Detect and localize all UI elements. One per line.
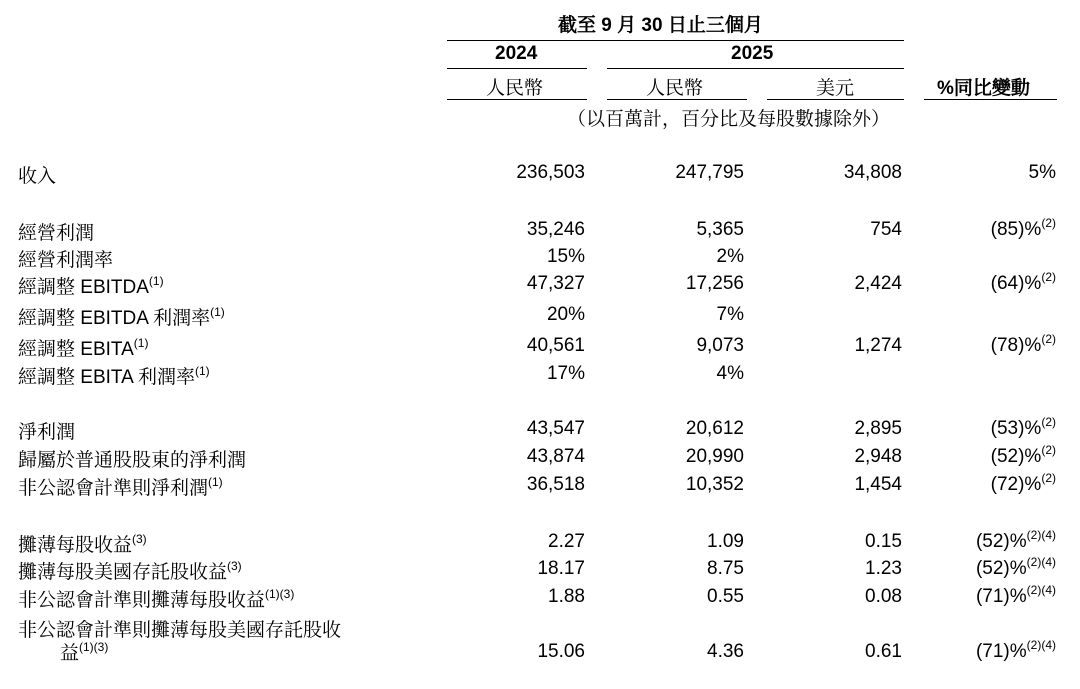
- value-2025-usd: 0.61: [865, 641, 902, 662]
- value-2025-usd: 1.23: [865, 558, 902, 579]
- value-yoy-change: (71)%$^{(2)(4)}$: [975, 583, 1056, 607]
- value-2025-usd: 2,895: [854, 418, 902, 439]
- value-2025-rmb: 17,256: [685, 273, 744, 294]
- value-yoy-change: (78)%$^{(2)}$: [990, 332, 1056, 356]
- row-label-continued-footnote: (1)(3): [79, 640, 109, 654]
- value-2025-rmb: 20,612: [685, 418, 744, 439]
- currency-rmb-2024-rule: [447, 99, 587, 100]
- value-yoy-change-footnote: (2): [1041, 270, 1056, 284]
- value-yoy-change-footnote: (2): [1041, 471, 1056, 485]
- value-yoy-change: (53)%$^{(2)}$: [990, 415, 1056, 439]
- value-2025-rmb: 2%: [716, 246, 744, 267]
- value-2025-usd: 2,424: [854, 273, 902, 294]
- currency-usd-header: 美元: [816, 78, 855, 99]
- row-label: 經調整 EBITA 利潤率$^{(1)}$: [18, 364, 210, 388]
- value-yoy-change-footnote: (2)(4): [1026, 638, 1056, 652]
- value-yoy-change: (64)%$^{(2)}$: [990, 270, 1056, 294]
- value-2025-usd: 0.15: [865, 531, 902, 552]
- year-2025-rule: [607, 68, 904, 69]
- units-note: （以百萬計，百分比及每股數據除外）: [567, 109, 891, 130]
- row-label-footnote: (3): [132, 532, 147, 546]
- value-2024-rmb: 40,561: [526, 335, 585, 356]
- yoy-header: %同比變動: [937, 78, 1030, 99]
- row-label-footnote: (3): [227, 559, 242, 573]
- year-2024-rule: [447, 68, 587, 69]
- value-yoy-change: (52)%$^{(2)(4)}$: [975, 555, 1056, 579]
- value-2025-rmb: 20,990: [685, 446, 744, 467]
- value-2025-rmb: 0.55: [707, 586, 744, 607]
- value-yoy-change-footnote: (2)(4): [1026, 528, 1056, 542]
- value-yoy-change-footnote: (2): [1041, 415, 1056, 429]
- value-yoy-change: (71)%$^{(2)(4)}$: [975, 638, 1056, 662]
- row-label: 淨利潤: [18, 422, 76, 443]
- currency-rmb-2024-header: 人民幣: [486, 78, 544, 99]
- value-2025-usd: 0.08: [865, 586, 902, 607]
- value-2025-rmb: 247,795: [675, 162, 744, 183]
- row-label: 經調整 EBITDA 利潤率$^{(1)}$: [18, 305, 225, 329]
- row-label-footnote: (1)(3): [265, 587, 295, 601]
- value-2024-rmb: 43,547: [526, 418, 585, 439]
- value-yoy-change: 5%: [1028, 162, 1056, 183]
- value-2025-rmb: 7%: [716, 304, 744, 325]
- value-2025-usd: 754: [870, 219, 902, 240]
- value-2025-usd: 1,274: [854, 335, 902, 356]
- row-label: 經營利潤率: [18, 250, 114, 271]
- currency-rmb-2025-header: 人民幣: [646, 78, 704, 99]
- currency-usd-rule: [767, 99, 904, 100]
- value-yoy-change-footnote: (2): [1041, 216, 1056, 230]
- value-2024-rmb: 36,518: [526, 474, 585, 495]
- period-header: 截至 9 月 30 日止三個月: [558, 15, 763, 36]
- value-2024-rmb: 20%: [546, 304, 585, 325]
- row-label: 經營利潤: [18, 223, 95, 244]
- row-label: 攤薄每股美國存託股收益$^{(3)}$: [18, 559, 242, 583]
- year-2025-header: 2025: [731, 43, 774, 64]
- value-2025-usd: 34,808: [843, 162, 902, 183]
- row-label-footnote: (1): [133, 336, 149, 350]
- value-yoy-change-footnote: (2): [1041, 332, 1056, 346]
- row-label: 攤薄每股收益$^{(3)}$: [18, 532, 147, 556]
- value-2025-rmb: 5,365: [696, 219, 744, 240]
- value-yoy-change: (72)%$^{(2)}$: [990, 471, 1056, 495]
- value-2024-rmb: 17%: [546, 363, 585, 384]
- value-yoy-change: (52)%$^{(2)}$: [990, 443, 1056, 467]
- value-2024-rmb: 1.88: [548, 586, 585, 607]
- row-label-footnote: (1): [195, 364, 210, 378]
- yoy-rule: [924, 99, 1057, 100]
- currency-rmb-2025-rule: [607, 99, 747, 100]
- value-2025-rmb: 10,352: [685, 474, 744, 495]
- value-2025-rmb: 8.75: [707, 558, 744, 579]
- value-2025-usd: 1,454: [854, 474, 902, 495]
- period-rule: [447, 40, 904, 41]
- value-yoy-change-footnote: (2)(4): [1026, 555, 1056, 569]
- row-label: 經調整 EBITA$^{(1)}$: [18, 336, 149, 360]
- value-2025-rmb: 4.36: [707, 641, 744, 662]
- value-2025-rmb: 1.09: [707, 531, 744, 552]
- value-yoy-change: (85)%$^{(2)}$: [990, 216, 1056, 240]
- row-label: 經調整 EBITDA$^{(1)}$: [18, 274, 164, 298]
- row-label-continued: 益$^{(1)(3)}$: [60, 640, 109, 664]
- row-label: 非公認會計準則淨利潤$^{(1)}$: [18, 475, 223, 499]
- value-2024-rmb: 15%: [546, 246, 585, 267]
- year-2024-header: 2024: [495, 43, 538, 64]
- value-yoy-change-footnote: (2): [1041, 443, 1056, 457]
- row-label: 歸屬於普通股股東的淨利潤: [18, 450, 247, 471]
- row-label-footnote: (1): [210, 305, 225, 319]
- row-label-footnote: (1): [208, 475, 223, 489]
- row-label: 非公認會計準則攤薄每股收益$^{(1)(3)}$: [18, 587, 295, 611]
- value-2025-rmb: 4%: [716, 363, 744, 384]
- value-2024-rmb: 18.17: [537, 558, 585, 579]
- value-2024-rmb: 2.27: [548, 531, 585, 552]
- row-label: 收入: [18, 166, 57, 187]
- row-label: 非公認會計準則攤薄每股美國存託股收: [18, 620, 342, 641]
- value-2024-rmb: 35,246: [526, 219, 585, 240]
- value-yoy-change: (52)%$^{(2)(4)}$: [975, 528, 1056, 552]
- value-2025-rmb: 9,073: [696, 335, 744, 356]
- value-2024-rmb: 43,874: [526, 446, 585, 467]
- value-2025-usd: 2,948: [854, 446, 902, 467]
- value-2024-rmb: 15.06: [537, 641, 585, 662]
- value-2024-rmb: 236,503: [516, 162, 585, 183]
- value-2024-rmb: 47,327: [526, 273, 585, 294]
- value-yoy-change-footnote: (2)(4): [1026, 583, 1056, 597]
- row-label-footnote: (1): [148, 274, 164, 288]
